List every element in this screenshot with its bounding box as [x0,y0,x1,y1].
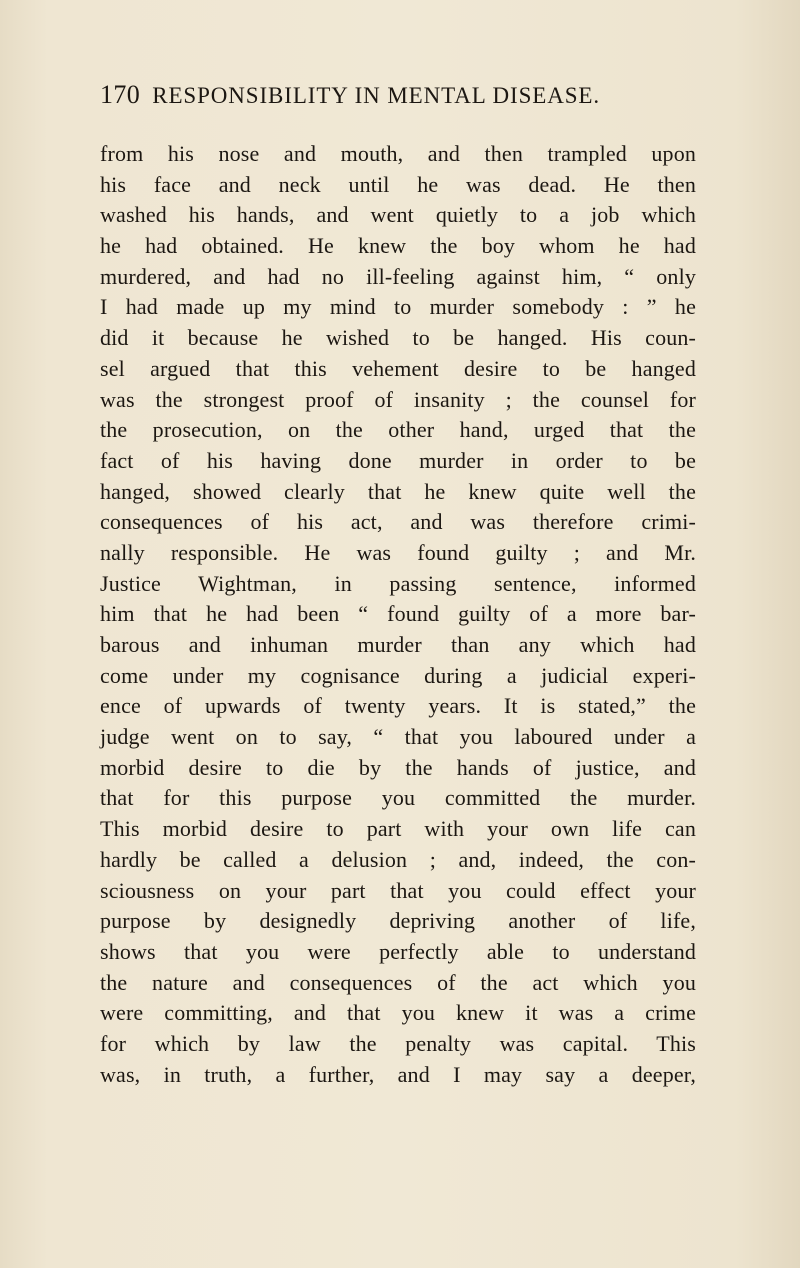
text-line: sciousness on your part that you could effect your [100,877,696,903]
text-line: consequences of his act, and was therefore crimi- [100,509,696,535]
text-line: the nature and consequences of the act which you [100,969,696,995]
text-line: was, in truth, a further, and I may say a deeper, [100,1061,696,1087]
text-line: morbid desire to die by the hands of justice, and [100,754,696,780]
text-line: he had obtained. He knew the boy whom he had [100,233,696,259]
text-line: purpose by designedly depriving another of life, [100,908,696,934]
text-line: for which by law the penalty was capital. This [100,1030,696,1056]
text-line: did it because he wished to be hanged. His coun- [100,325,696,351]
text-line: fact of his having done murder in order to be [100,447,696,473]
text-line: nally responsible. He was found guilty ; and Mr. [100,539,696,565]
text-line: barous and inhuman murder than any which had [100,632,696,657]
text-line: come under my cognisance during a judicial experi- [100,662,696,688]
text-line: his face and neck until he was dead. He then [100,171,696,197]
text-line: were committing, and that you knew it was a crime [100,1000,696,1026]
text-line: Justice Wightman, in passing sentence, informed [100,570,696,596]
running-title: RESPONSIBILITY IN MENTAL DISEASE. [152,83,601,108]
text-line: ence of upwards of twenty years. It is stated,” the [100,693,696,719]
text-line: hanged, showed clearly that he knew quite well the [100,478,696,504]
text-line: was the strongest proof of insanity ; the counsel for [100,386,696,412]
text-line: sel argued that this vehement desire to be hanged [100,355,696,381]
text-line: This morbid desire to part with your own life can [100,816,696,842]
text-line: I had made up my mind to murder somebody : ” he [100,294,696,320]
text-line: that for this purpose you committed the murder. [100,785,696,811]
text-line: shows that you were perfectly able to understand [100,938,696,964]
text-line: murdered, and had no ill-feeling against him, “ only [100,263,696,289]
running-head [100,80,690,112]
text-line: hardly be called a delusion ; and, indeed, the con- [100,846,696,872]
text-line: the prosecution, on the other hand, urged that the [100,417,696,443]
text-line: him that he had been “ found guilty of a more bar- [100,601,696,627]
text-line: washed his hands, and went quietly to a job which [100,202,696,228]
page-number: 170 [100,80,141,109]
text-line: judge went on to say, “ that you laboured under a [100,724,696,750]
body-text [100,139,696,1090]
text-line: from his nose and mouth, and then trampled upon [100,141,696,166]
